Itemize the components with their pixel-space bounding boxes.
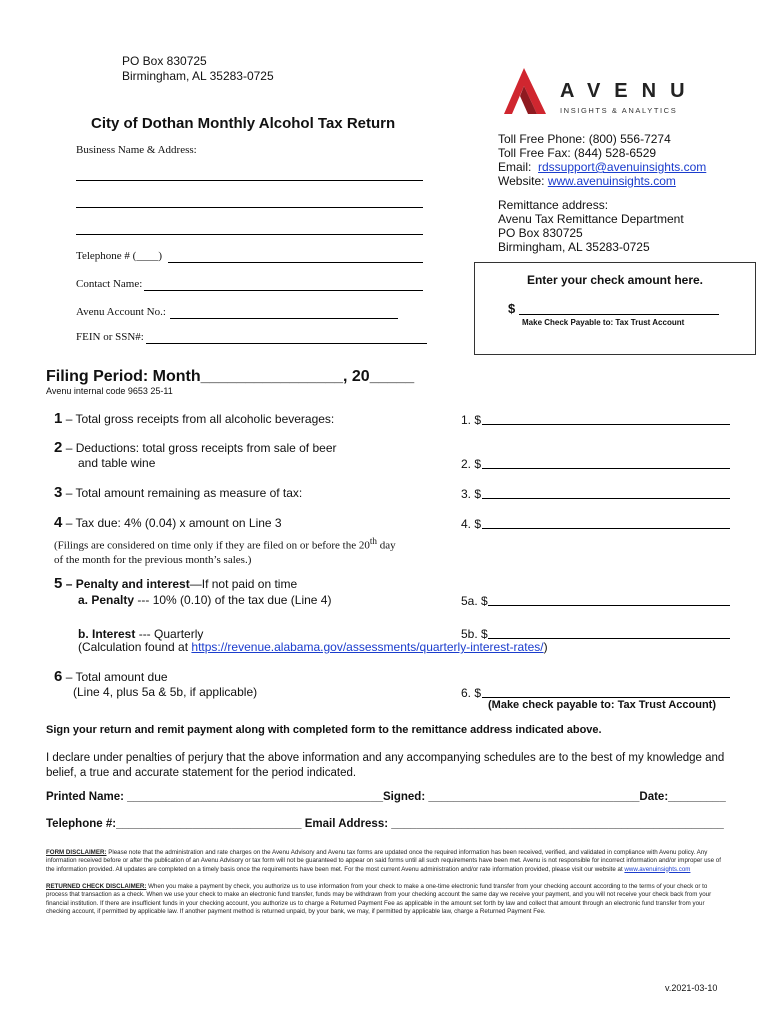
- printed-name-signed-date-row[interactable]: Printed Name: ________________________________________Signed: _________________________________Date:_________: [46, 791, 726, 803]
- declaration: [46, 751, 746, 781]
- line-6-number: 6: [54, 668, 63, 685]
- business-name-label: Business Name & Address:: [76, 144, 197, 156]
- disclaimer-website-link[interactable]: www.avenuinsights.com: [624, 865, 691, 873]
- check-payable-note: Make Check Payable to: Tax Trust Account: [522, 318, 685, 327]
- line-3-amount-field[interactable]: [482, 498, 730, 499]
- returned-check-label: RETURNED CHECK DISCLAIMER:: [46, 883, 147, 890]
- check-amount-box: [474, 262, 756, 355]
- line-1-text: – Total gross receipts from all alcoholic beverages:: [65, 412, 335, 426]
- line-1: [54, 410, 334, 427]
- telephone-label: Telephone # (____): [76, 250, 162, 262]
- line-1-number: 1: [54, 410, 63, 427]
- line-2: [54, 439, 336, 456]
- returned-check-text: When you make a payment by check, you authorize us to use information from your check to make a one-time electronic fund transfer from your checking account according to the terms of your check or to process that transaction as a check. When we use your check to make an electronic fund transfer, funds may be withdrawn from your checking account the same day we receive your payment, and you will not receive your check back from your financial institution. If there are insufficient funds in your checking account, you authorize us to charge a Returned Payment Fee as applicable in the amount set forth by law and collect that amount through an electronic fund transfer from your checking account, if permitted by applicable law. If another payment method is returned unpaid, by your bank, we may, if permitted by applicable law, charge a Returned Payment Fee.: [46, 883, 712, 915]
- line-4-note-sup: th: [369, 536, 377, 546]
- line-1-amount-field[interactable]: [482, 424, 730, 425]
- line-3: [54, 484, 302, 501]
- telephone-field[interactable]: [168, 262, 423, 263]
- line-4-note-line2: of the month for the previous month’s sales.): [54, 553, 252, 566]
- line-5b-ref: 5b. $: [461, 627, 488, 641]
- email-row: [498, 160, 706, 174]
- internal-code: Avenu internal code 9653 25-11: [46, 386, 173, 396]
- email-label: Email:: [498, 160, 532, 174]
- line-4-note-text: (Filings are considered on time only if they are filed on or before the 20: [54, 539, 370, 552]
- version-label: v.2021-03-10: [665, 983, 718, 993]
- remittance-line2: PO Box 830725: [498, 226, 583, 240]
- line-5-number: 5: [54, 575, 63, 592]
- avenu-logo-mark-icon: [502, 66, 548, 116]
- interest-calc-prefix: (Calculation found at: [78, 640, 192, 654]
- remittance-address: [498, 198, 684, 254]
- business-address-field-2[interactable]: [76, 234, 423, 235]
- line-2-text: – Deductions: total gross receipts from sale of beer: [65, 441, 337, 455]
- declaration-line1: I declare under penalties of perjury that the above information and any accompanying schedules are to the best of my knowledge and: [46, 752, 725, 764]
- city-line: Birmingham, AL 35283-0725: [122, 69, 274, 83]
- interest-calculation: [78, 640, 548, 654]
- line-4-note: [54, 534, 396, 567]
- line-6-text: – Total amount due: [65, 670, 168, 684]
- line-4-amount-field[interactable]: [482, 528, 730, 529]
- toll-free-fax: Toll Free Fax: (844) 528-6529: [498, 146, 657, 160]
- sign-instruction: Sign your return and remit payment along with completed form to the remittance address indicated above.: [46, 724, 602, 736]
- line-3-ref: 3. $: [461, 487, 482, 501]
- line-5b-amount-field[interactable]: [488, 638, 730, 639]
- line-2-ref: 2. $: [461, 457, 482, 471]
- line-4-ref: 4. $: [461, 517, 482, 531]
- line-2-text-cont: and table wine: [78, 456, 156, 470]
- line-5b-label: b. Interest: [78, 627, 136, 641]
- line-5a-label: a. Penalty: [78, 593, 135, 607]
- line-5a-text: --- 10% (0.10) of the tax due (Line 4): [134, 593, 332, 607]
- business-name-field[interactable]: [76, 180, 423, 181]
- logo-wordmark: AVENU: [560, 80, 699, 102]
- line-6-text-cont: (Line 4, plus 5a & 5b, if applicable): [73, 685, 258, 699]
- website-link[interactable]: www.avenuinsights.com: [547, 174, 676, 188]
- line-1-ref: 1. $: [461, 413, 482, 427]
- line-5b: [78, 627, 203, 641]
- mailing-address: [122, 54, 274, 84]
- fein-field[interactable]: [146, 343, 427, 344]
- email-link[interactable]: rdssupport@avenuinsights.com: [538, 160, 707, 174]
- line-6-amount-field[interactable]: [482, 697, 730, 698]
- remittance-line3: Birmingham, AL 35283-0725: [498, 240, 650, 254]
- declaration-line2: belief, a true and accurate statement for the period indicated.: [46, 767, 357, 779]
- line-6-payable-note: (Make check payable to: Tax Trust Account): [488, 699, 717, 711]
- line-5-text-bold: – Penalty and interest: [65, 577, 190, 591]
- form-disclaimer-label: FORM DISCLAIMER:: [46, 849, 107, 856]
- line-2-amount-field[interactable]: [482, 468, 730, 469]
- line-4: [54, 514, 282, 531]
- check-amount-title: Enter your check amount here.: [526, 273, 704, 287]
- toll-free-phone: Toll Free Phone: (800) 556-7274: [498, 132, 671, 146]
- contact-name-label: Contact Name:: [76, 278, 143, 290]
- logo-tagline: INSIGHTS & ANALYTICS: [560, 106, 678, 115]
- line-3-text: – Total amount remaining as measure of tax:: [65, 486, 303, 500]
- form-disclaimer-text: Please note that the administration and rate charges on the Avenu Advisory and Avenu tax forms are updated once the required information has been received, verified, and validated in compliance with Avenu policy. Any information received before or after the publication of an Avenu Advisory or tax form will not be guaranteed to appear on said forms until all such requirements have been met. Avenu is not responsible for incorrect information and/or improper use of the information provided. All updates are completed on a timely basis once the requirements have been met. For the most current Avenu administration and/or rate information provided, please visit our website at: [46, 849, 721, 873]
- website-label: Website:: [498, 174, 545, 188]
- line-3-number: 3: [54, 484, 63, 501]
- line-5a: [78, 593, 331, 607]
- po-box-line: PO Box 830725: [122, 54, 207, 68]
- interest-rates-link[interactable]: https://revenue.alabama.gov/assessments/quarterly-interest-rates/: [191, 640, 544, 654]
- line-5b-text: --- Quarterly: [135, 627, 204, 641]
- avenu-logo: [502, 66, 702, 122]
- form-title: City of Dothan Monthly Alcohol Tax Return: [91, 115, 396, 132]
- line-6-ref: 6. $: [461, 686, 482, 700]
- remittance-title: Remittance address:: [498, 198, 609, 212]
- returned-check-disclaimer: [46, 883, 726, 916]
- check-dollar-sign: $: [508, 301, 516, 316]
- website-row: [498, 174, 706, 188]
- line-5-text: —If not paid on time: [189, 577, 298, 591]
- business-address-field-1[interactable]: [76, 207, 423, 208]
- line-4-note-line1: [54, 534, 396, 553]
- line-5: [54, 575, 297, 592]
- account-number-field[interactable]: [170, 318, 398, 319]
- contact-name-field[interactable]: [144, 290, 423, 291]
- line-4-text: – Tax due: 4% (0.04) x amount on Line 3: [65, 516, 282, 530]
- filing-period: Filing Period: Month________________, 20_____: [46, 368, 415, 385]
- line-4-number: 4: [54, 514, 63, 531]
- interest-calc-suffix: ): [543, 640, 548, 654]
- account-number-label: Avenu Account No.:: [76, 306, 166, 318]
- telephone-email-row[interactable]: Telephone #:_____________________________ Email Address: ____________________________________________________: [46, 818, 724, 830]
- form-disclaimer: [46, 849, 726, 874]
- line-6: [54, 668, 168, 685]
- remittance-line1: Avenu Tax Remittance Department: [498, 212, 684, 226]
- line-4-note-day: day: [376, 539, 396, 552]
- fein-label: FEIN or SSN#:: [76, 331, 144, 343]
- line-5a-ref: 5a. $: [461, 594, 488, 608]
- line-2-number: 2: [54, 439, 63, 456]
- check-amount-field[interactable]: [519, 314, 719, 315]
- line-5a-amount-field[interactable]: [488, 605, 730, 606]
- contact-info: [498, 132, 706, 188]
